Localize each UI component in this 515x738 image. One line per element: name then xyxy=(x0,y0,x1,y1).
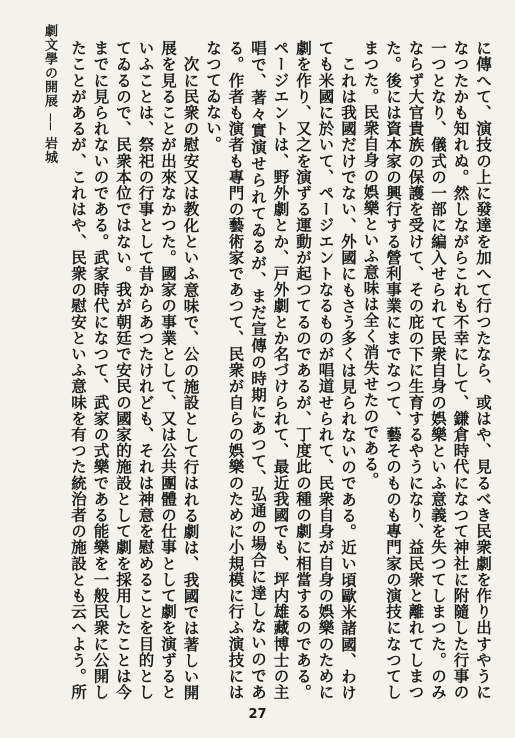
running-header: 劇文學の開展 ── 岩城 xyxy=(42,24,57,165)
paragraph-1: に傳へて、演技の上に發達を加へて行つたなら、或はや、見るべき民衆劇を作り出すやうになつたかも知れぬ。然しながらこれも不幸にして、鎌倉時代になつて神社に附隨した行事の一つとなり、儀式の一部に編入せられて民衆自身の娯樂といふ意義を失つてしまつた。のみならず大官貴族の保護を受けて、その庇の下に生育するやうになり、益民衆と離れてしまつた。後には資本家の興行する營利事業にまでなつて、藝そのものも專門家の演技になつてしまつた。民衆自身の娯樂といふ意味は全く消失せたのである。 xyxy=(361,40,493,700)
paragraph-3: 次に民衆の慰安又は教化といふ意味で、公の施設として行はれる劇は、我國では著しい開展を見ることが出來なかつた。國家の事業として、又は公共團體の仕事として劇を演ずるといふことは、祭祀の行事として昔からあつたけれども、それは神意を慰めることを目的としてゐるので、民衆本位ではない。我が朝廷で安民の國家的施設として劇を採用したことは今までに見られないのである。武家時代になつて、武家の式樂である能樂を一般民衆に公開したことがあるが、これはや、民衆の慰安といふ意味を有つた統治者の施設とも云へよう。所 xyxy=(69,40,201,700)
page-number: 27 xyxy=(248,707,267,722)
page-body xyxy=(64,40,494,700)
paragraph-2: これは我國だけでない、外國にもさう多くは見られないのである。近い頃歐米諸國、わけても米國に於いて、ページエントなるものが唱道せられて、民衆自身が自身の娯樂のために劇を作り、又之を演ずる運動が起つてるのであるが、丁度此の種の劇に相當するのである。ページエントは、野外劇とか、戸外劇とか名づけられて、最近我國でも、坪内雄藏博士の主唱で、著々實演せられてゐるが、まだ宣傳の時期にあつて、弘通の場合に達しないのである。作者も演者も專門の藝術家であつて、民衆が自らの娯樂のために小規模に行ふ演技にはなつてゐない。 xyxy=(204,40,358,700)
